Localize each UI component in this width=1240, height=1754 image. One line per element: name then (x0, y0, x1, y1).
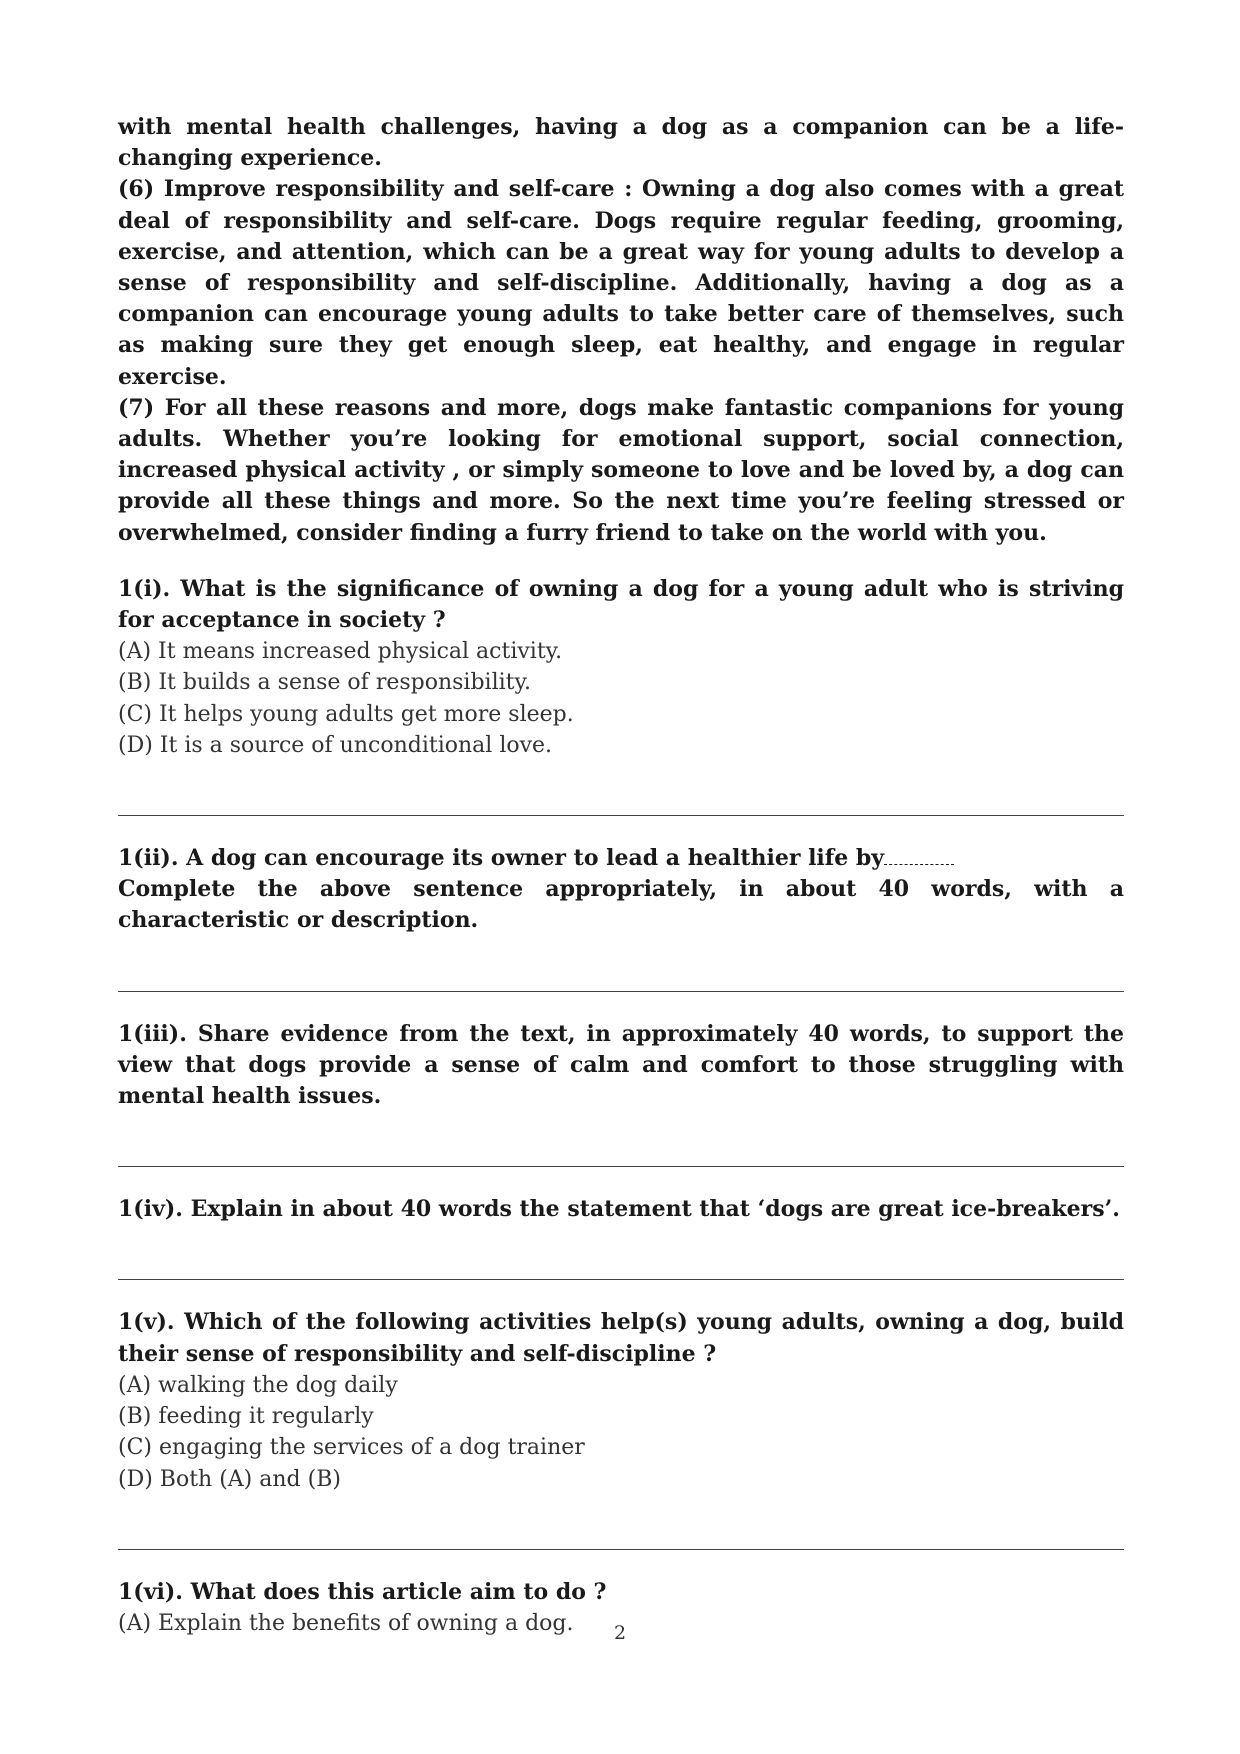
question-1-ii (118, 843, 1124, 937)
option-d: (D) Both (A) and (B) (118, 1466, 341, 1492)
option-a: (A) It means increased physical activity. (118, 639, 563, 665)
question-1-iii (118, 1019, 1124, 1113)
question-text: 1(iv). Explain in about 40 words the statement that ‘dogs are great ice-breakers’. (118, 1196, 1120, 1223)
option-b: (B) feeding it regularly (118, 1404, 374, 1430)
option-b: (B) It builds a sense of responsibility. (118, 670, 531, 696)
option-c: (C) engaging the services of a dog trainer (118, 1435, 585, 1461)
divider (118, 1166, 1124, 1167)
passage-paragraph-7: (7) For all these reasons and more, dogs make fantastic companions for young adults. Whether you’re looking for emotional support, social connection, increased physical activity , or simply someone to love and be loved by, a dog can provide all these things and more. So the next time you’re feeling stressed or overwhelmed, consider finding a furry friend to take on the world with you. (118, 394, 1124, 546)
passage-paragraph-6: (6) Improve responsibility and self-care : Owning a dog also comes with a great deal of responsibility and self-care. Dogs require regular feeding, grooming, exercise, and attention, which can be a great way for young adults to develop a sense of responsibility and self-discipline. Additionally, having a dog as a companion can encourage young adults to take better care of themselves, such as making sure they get enough sleep, eat healthy, and engage in regular exercise. (118, 176, 1124, 390)
question-text (118, 843, 1124, 874)
question-text: 1(v). Which of the following activities help(s) young adults, owning a dog, build their sense of responsibility and self-discipline ? (118, 1309, 1124, 1367)
question-text: 1(vi). What does this article aim to do ? (118, 1578, 607, 1605)
question-text: 1(iii). Share evidence from the text, in approximately 40 words, to support the view that dogs provide a sense of calm and comfort to those struggling with mental health issues. (118, 1020, 1124, 1110)
question-1-i (118, 574, 1124, 761)
option-c: (C) It helps young adults get more sleep. (118, 701, 574, 727)
answer-blank (884, 846, 954, 865)
divider (118, 815, 1124, 816)
page-number: 2 (613, 1622, 627, 1644)
option-a: (A) Explain the benefits of owning a dog. (118, 1610, 574, 1636)
question-instruction: Complete the above sentence appropriately, in about 40 words, with a characteristic or description. (118, 876, 1124, 934)
divider (118, 1279, 1124, 1280)
divider (118, 1549, 1124, 1550)
option-a: (A) walking the dog daily (118, 1372, 398, 1398)
question-1-v (118, 1307, 1124, 1494)
option-d: (D) It is a source of unconditional love. (118, 732, 553, 758)
question-1-iv (118, 1194, 1124, 1225)
passage-continuation: with mental health challenges, having a dog as a companion can be a life-changing experience. (118, 114, 1124, 172)
divider (118, 991, 1124, 992)
question-text: 1(i). What is the significance of owning a dog for a young adult who is striving for acceptance in society ? (118, 575, 1124, 634)
question-stem: 1(ii). A dog can encourage its owner to lead a healthier life by (118, 845, 885, 872)
document-page (118, 112, 1124, 1639)
